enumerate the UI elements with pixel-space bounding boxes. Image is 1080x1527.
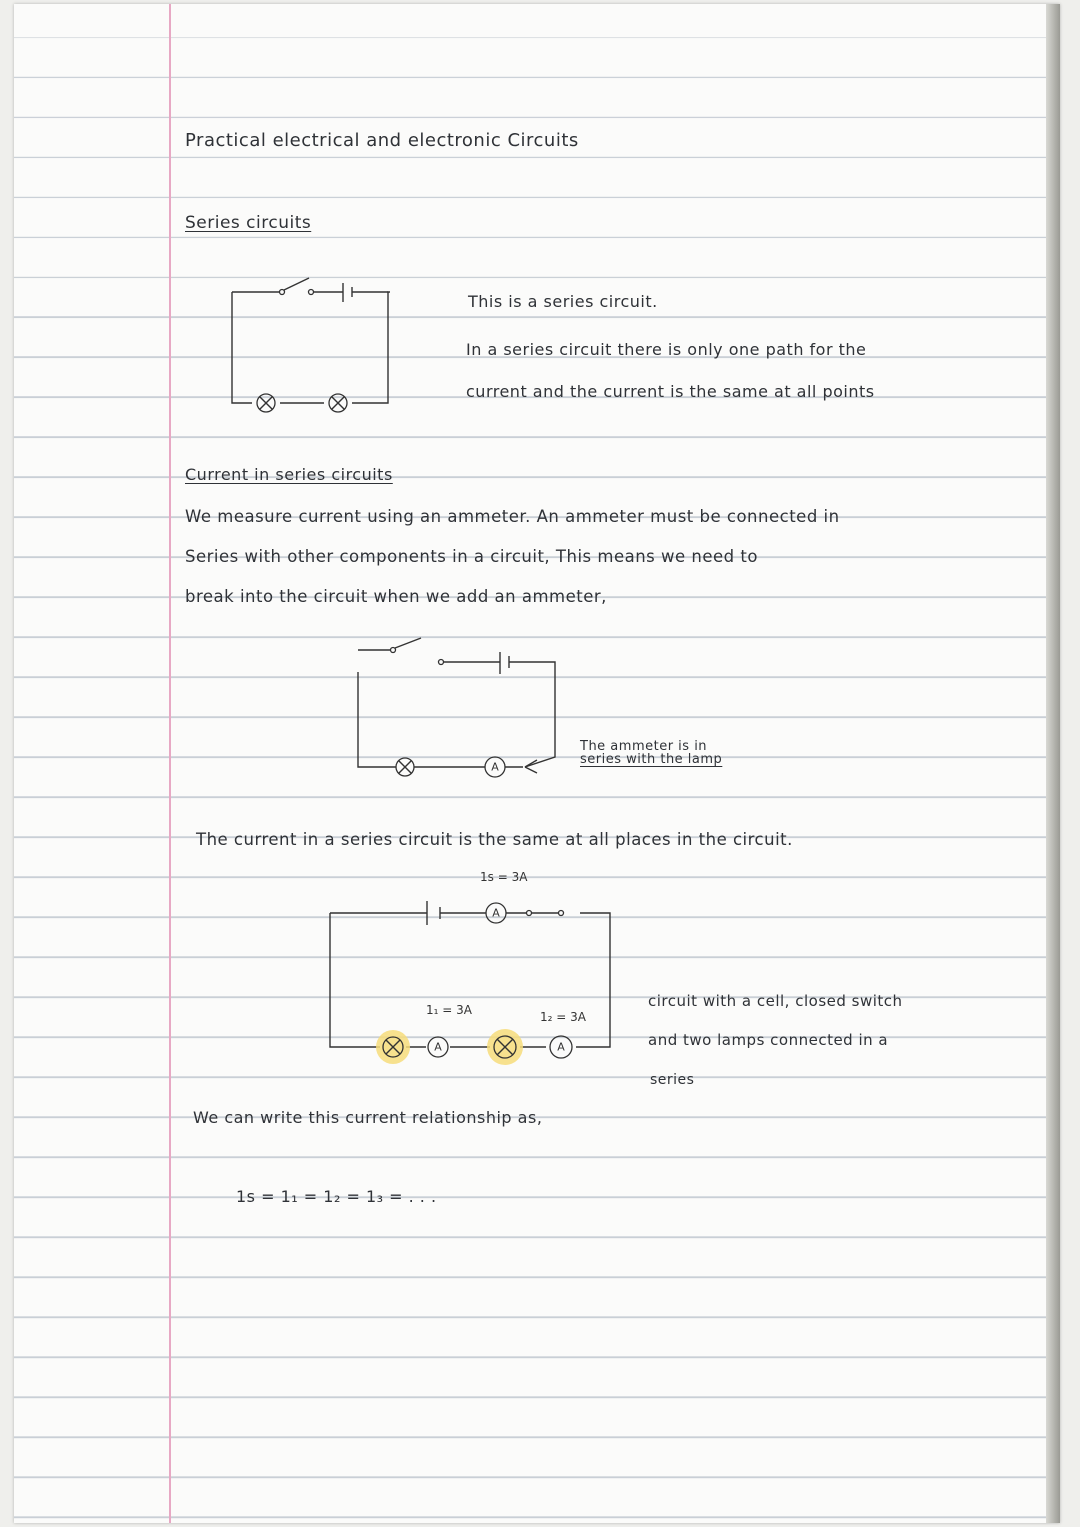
heading-series-circuits: Series circuits	[185, 213, 312, 233]
circuit3-caption-2: and two lamps connected in a	[648, 1031, 889, 1049]
open-switch-blade	[395, 638, 421, 648]
intro-line-3: current and the current is the same at all points	[466, 382, 875, 401]
heading-current-in-series: Current in series circuits	[185, 465, 393, 484]
relationship-intro: We can write this current relationship as,	[193, 1108, 543, 1127]
ammeter-note-line-1: The ammeter is in	[580, 739, 708, 754]
intro-line-1: This is a series circuit.	[468, 292, 658, 311]
ammeter-symbol	[428, 1037, 448, 1057]
para-line-3: break into the circuit when we add an ammeter,	[185, 587, 607, 606]
lamp-symbol	[396, 758, 414, 776]
two-lamp-series-circuit-diagram	[320, 875, 620, 1075]
switch-contact	[527, 911, 532, 916]
lamp-symbol	[329, 394, 347, 412]
intro-line-2: In a series circuit there is only one path for the	[466, 340, 867, 359]
current-label-i1: 1₁ = 3A	[426, 1003, 472, 1017]
switch-contact	[280, 290, 285, 295]
ammeter-symbol	[486, 903, 506, 923]
series-circuit-diagram	[225, 270, 400, 420]
switch-contact	[391, 648, 396, 653]
notebook-spine	[1046, 4, 1060, 1523]
ammeter-label: A	[491, 760, 499, 774]
para-line-2: Series with other components in a circuit, This means we need to	[185, 547, 758, 566]
para-line-1: We measure current using an ammeter. An ammeter must be connected in	[185, 507, 840, 526]
ammeter-label: A	[434, 1040, 442, 1054]
ammeter-note-line-2: series with the lamp	[580, 752, 723, 767]
open-switch-blade	[284, 278, 309, 290]
ammeter-circuit-diagram	[355, 632, 565, 782]
ammeter-symbol	[485, 757, 505, 777]
page-title: Practical electrical and electronic Circuits	[185, 130, 579, 151]
current-label-i2: 1₂ = 3A	[540, 1010, 586, 1024]
circuit3-caption-3: series	[650, 1072, 695, 1088]
current-equation: 1s = 1₁ = 1₂ = 1₃ = . . .	[236, 1187, 437, 1206]
lamp-symbol	[257, 394, 275, 412]
circuit3-caption-1: circuit with a cell, closed switch	[648, 992, 903, 1010]
ammeter-note	[580, 740, 722, 766]
current-label-is: 1s = 3A	[480, 870, 528, 884]
ammeter-symbol	[550, 1036, 572, 1058]
ammeter-label: A	[557, 1040, 565, 1054]
same-current-sentence: The current in a series circuit is the same at all places in the circuit.	[196, 830, 793, 849]
annotation-arrow	[525, 760, 537, 773]
margin-line	[169, 4, 171, 1523]
ammeter-label: A	[492, 906, 500, 920]
